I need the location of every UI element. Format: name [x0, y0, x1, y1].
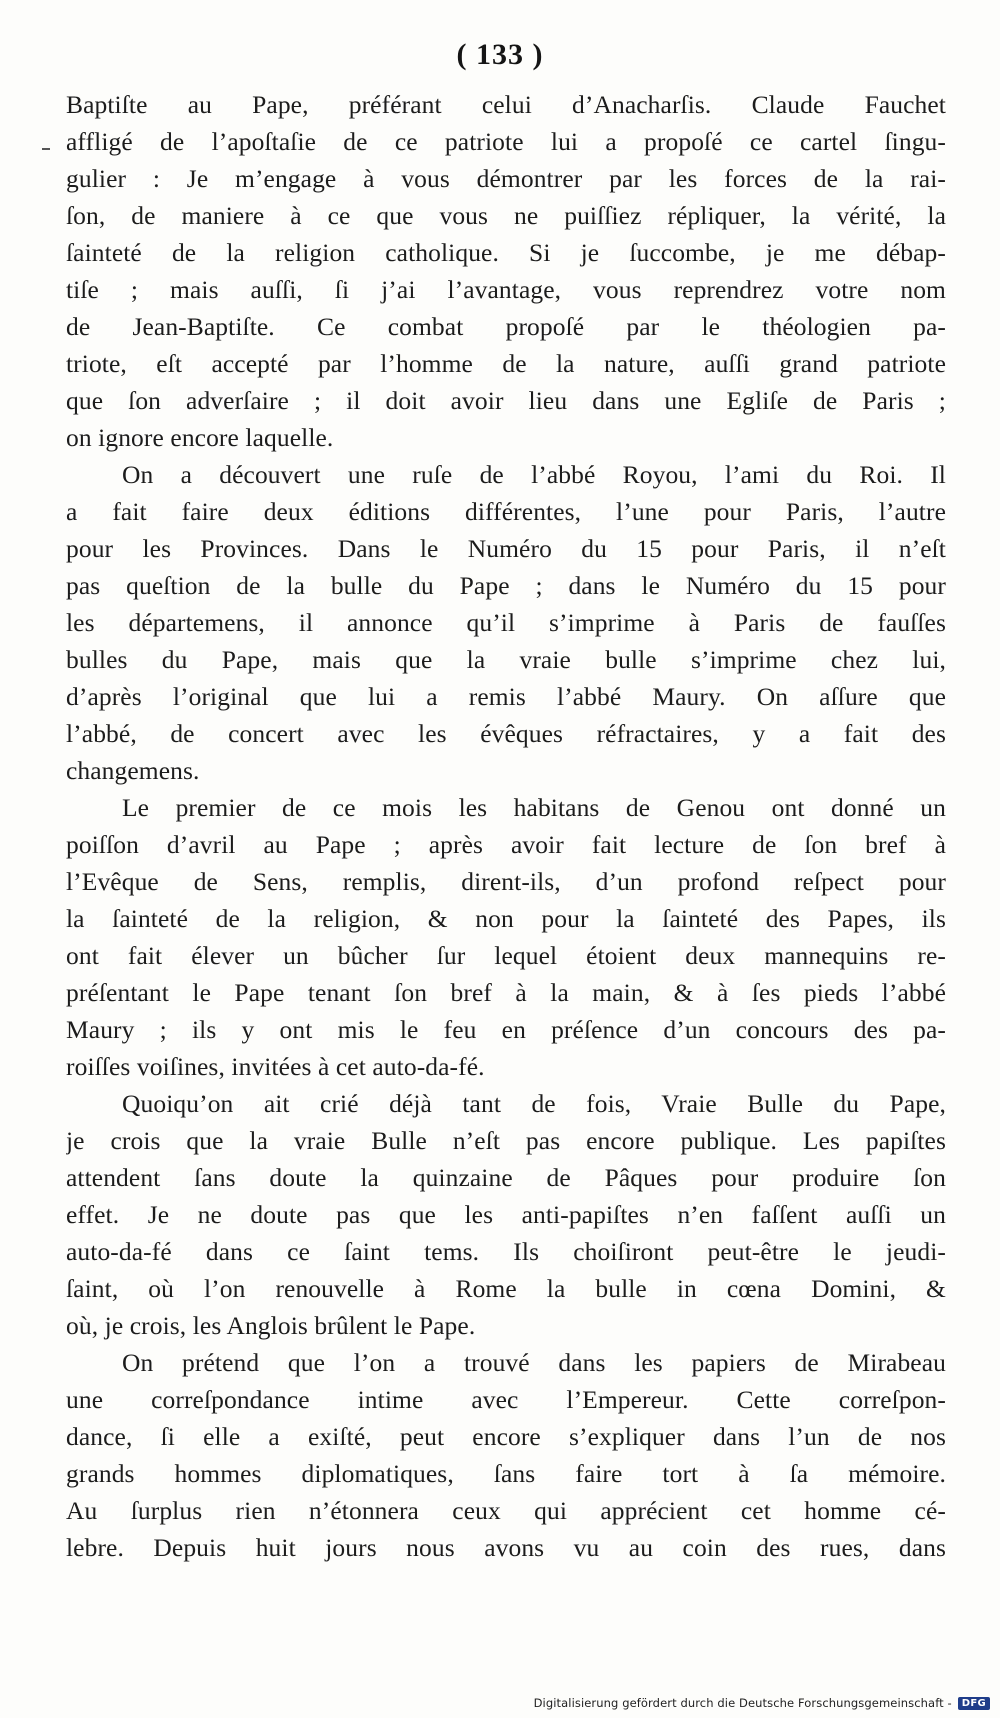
text-line: tiſe ; mais auſſi, ſi j’ai l’avantage, vous reprendrez votre nom [66, 275, 946, 304]
text-line: effet. Je ne doute pas que les anti-papiſtes n’en faſſent auſſi un [66, 1200, 946, 1229]
text-line: d’après l’original que lui a remis l’abbé Maury. On aſſure que [66, 682, 946, 711]
text-line: les départemens, il annonce qu’il s’imprime à Paris de fauſſes [66, 608, 946, 637]
text-line: ſainteté de la religion catholique. Si je ſuccombe, je me débap- [66, 238, 946, 267]
text-line: dance, ſi elle a exiſté, peut encore s’expliquer dans l’un de nos [66, 1422, 946, 1451]
text-line: je crois que la vraie Bulle n’eſt pas encore publique. Les papiſtes [66, 1126, 946, 1155]
page-number: ( 133 ) [456, 38, 544, 71]
margin-mark [42, 148, 50, 150]
text-line: préſentant le Pape tenant ſon bref à la main, & à ſes pieds l’abbé [66, 978, 946, 1007]
text-line: roiſſes voiſines, invitées à cet auto-da-fé. [66, 1052, 485, 1081]
text-line: Au ſurplus rien n’étonnera ceux qui apprécient cet homme cé- [66, 1496, 946, 1525]
text-line: ont fait élever un bûcher ſur lequel étoient deux mannequins re- [66, 941, 946, 970]
dfg-logo-icon: DFG [958, 1697, 990, 1710]
text-line: de Jean-Baptiſte. Ce combat propoſé par le théologien pa- [66, 312, 946, 341]
text-line: l’Evêque de Sens, remplis, dirent-ils, d’un profond reſpect pour [66, 867, 946, 896]
text-line: une correſpondance intime avec l’Empereur. Cette correſpon- [66, 1385, 946, 1414]
text-line: attendent ſans doute la quinzaine de Pâques pour produire ſon [66, 1163, 946, 1192]
text-line: ſaint, où l’on renouvelle à Rome la bulle in cœna Domini, & [66, 1274, 946, 1303]
text-line: grands hommes diplomatiques, ſans faire tort à ſa mémoire. [66, 1459, 946, 1488]
text-line: On prétend que l’on a trouvé dans les papiers de Mirabeau [122, 1348, 946, 1377]
digitization-credit [534, 1694, 990, 1712]
text-line: bulles du Pape, mais que la vraie bulle s’imprime chez lui, [66, 645, 946, 674]
body-text [66, 86, 946, 1566]
text-line: Baptiſte au Pape, préférant celui d’Anacharſis. Claude Fauchet [66, 90, 946, 119]
text-line: ſon, de maniere à ce que vous ne puiſſiez répliquer, la vérité, la [66, 201, 946, 230]
text-line: a fait faire deux éditions différentes, l’une pour Paris, l’autre [66, 497, 946, 526]
text-line: lebre. Depuis huit jours nous avons vu au coin des rues, dans [66, 1533, 946, 1562]
text-line: pas queſtion de la bulle du Pape ; dans le Numéro du 15 pour [66, 571, 946, 600]
text-line: l’abbé, de concert avec les évêques réfractaires, y a fait des [66, 719, 946, 748]
text-line: pour les Provinces. Dans le Numéro du 15 pour Paris, il n’eſt [66, 534, 946, 563]
text-line: où, je crois, les Anglois brûlent le Pape. [66, 1311, 476, 1340]
text-line: changemens. [66, 756, 200, 785]
footer-credit-text: Digitalisierung gefördert durch die Deutsche Forschungsgemeinschaft - [533, 1696, 952, 1710]
text-line: Le premier de ce mois les habitans de Genou ont donné un [122, 793, 946, 822]
text-line: triote, eſt accepté par l’homme de la nature, auſſi grand patriote [66, 349, 946, 378]
text-line: la ſainteté de la religion, & non pour la ſainteté des Papes, ils [66, 904, 946, 933]
text-line: Maury ; ils y ont mis le feu en préſence d’un concours des pa- [66, 1015, 946, 1044]
text-line: on ignore encore laquelle. [66, 423, 334, 452]
text-line: gulier : Je m’engage à vous démontrer par les forces de la rai- [66, 164, 946, 193]
text-line: affligé de l’apoſtaſie de ce patriote lui a propoſé ce cartel ſingu- [66, 127, 946, 156]
text-line: auto-da-fé dans ce ſaint tems. Ils choiſiront peut-être le jeudi- [66, 1237, 946, 1266]
text-line: que ſon adverſaire ; il doit avoir lieu dans une Egliſe de Paris ; [66, 386, 946, 415]
text-line: Quoiqu’on ait crié déjà tant de fois, Vraie Bulle du Pape, [122, 1089, 946, 1118]
text-line: On a découvert une ruſe de l’abbé Royou, l’ami du Roi. Il [122, 460, 946, 489]
text-line: poiſſon d’avril au Pape ; après avoir fait lecture de ſon bref à [66, 830, 946, 859]
